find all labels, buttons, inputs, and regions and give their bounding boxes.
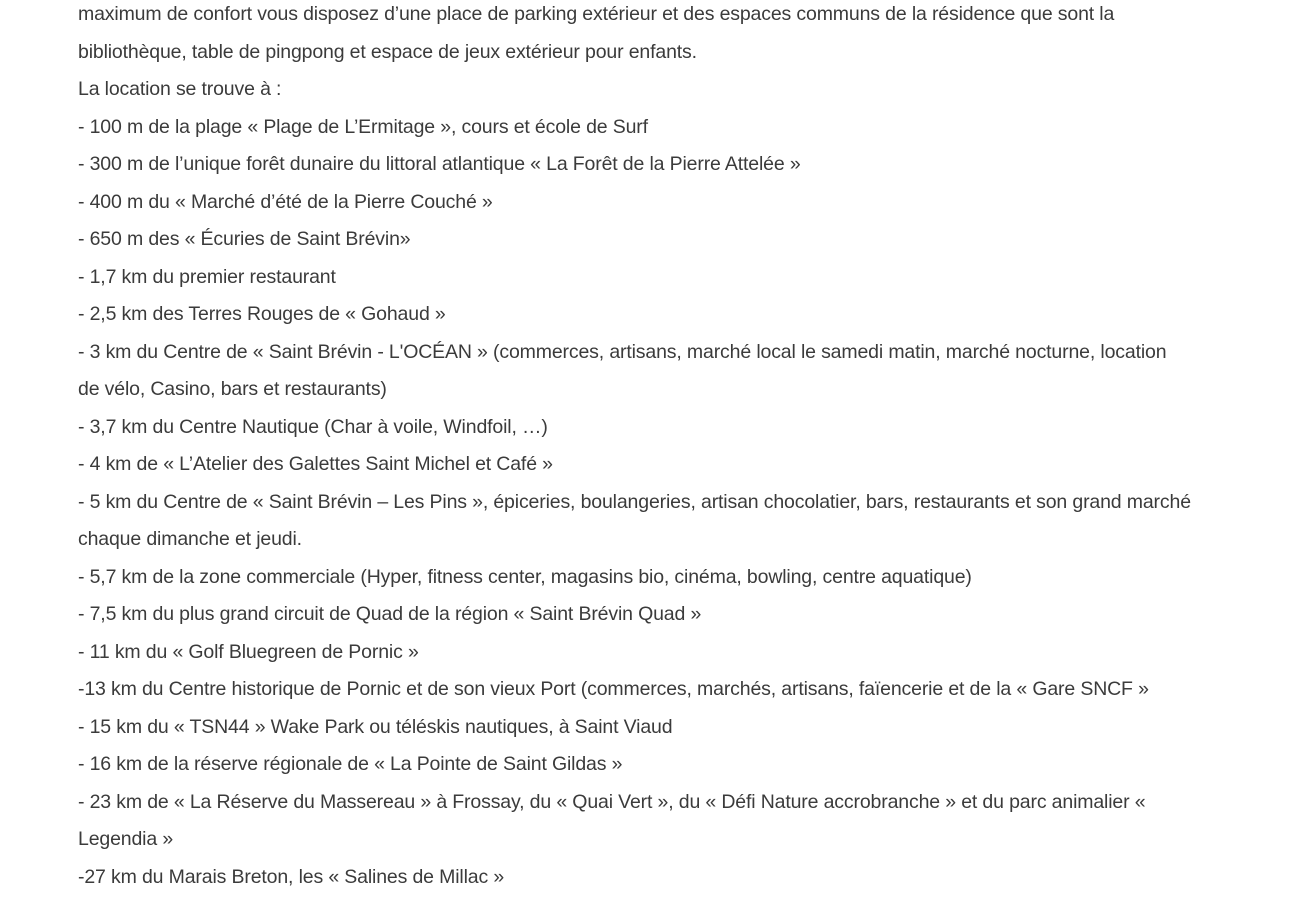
distance-item	[78, 559, 1238, 597]
distance-item	[78, 484, 1238, 559]
distance-item	[78, 859, 1238, 897]
distance-item	[78, 184, 1238, 222]
distance-item-line: - 23 km de « La Réserve du Massereau » à Frossay, du « Quai Vert », du « Défi Nature accrobranche » et du parc animalier «	[78, 790, 1146, 813]
distance-item	[78, 671, 1238, 709]
distance-item-line: - 1,7 km du premier restaurant	[78, 265, 336, 288]
distance-item-line: - 7,5 km du plus grand circuit de Quad de la région « Saint Brévin Quad »	[78, 603, 702, 625]
distance-item-line: - 300 m de l’unique forêt dunaire du littoral atlantique « La Forêt de la Pierre Attelée »	[78, 153, 801, 175]
distance-item	[78, 409, 1238, 447]
distance-item-line: - 15 km du « TSN44 » Wake Park ou téléskis nautiques, à Saint Viaud	[78, 715, 673, 738]
intro-paragraph-line: bibliothèque, table de pingpong et espace de jeux extérieur pour enfants.	[78, 40, 697, 63]
distance-item-line: de vélo, Casino, bars et restaurants)	[78, 378, 387, 400]
distance-item	[78, 259, 1238, 297]
list-intro	[78, 71, 1238, 109]
intro-paragraph	[78, 0, 1238, 71]
distance-item-line: Legendia »	[78, 828, 174, 850]
distance-item	[78, 146, 1238, 184]
distance-item-line: - 4 km de « L’Atelier des Galettes Saint Michel et Café »	[78, 453, 553, 475]
distance-item	[78, 634, 1238, 672]
distance-item-line: - 16 km de la réserve régionale de « La Pointe de Saint Gildas »	[78, 753, 623, 775]
intro-paragraph-line: maximum de confort vous disposez d’une place de parking extérieur et des espaces communs de la résidence que sont la	[78, 3, 1115, 25]
distance-item	[78, 334, 1238, 409]
distance-item-line: - 100 m de la plage « Plage de L’Ermitage », cours et école de Surf	[78, 115, 648, 138]
distance-list	[78, 109, 1238, 897]
distance-item	[78, 709, 1238, 747]
distance-item-line: - 5 km du Centre de « Saint Brévin – Les Pins », épiceries, boulangeries, artisan chocolatier, bars, restaurants et son grand marché	[78, 490, 1191, 513]
distance-item	[78, 596, 1238, 634]
distance-item-line: -13 km du Centre historique de Pornic et de son vieux Port (commerces, marchés, artisans, faïencerie et de la « Gare SNCF »	[78, 678, 1149, 700]
distance-item-line: - 11 km du « Golf Bluegreen de Pornic »	[78, 640, 419, 663]
distance-item-line: - 650 m des « Écuries de Saint Brévin»	[78, 228, 411, 250]
distance-item-line: - 5,7 km de la zone commerciale (Hyper, fitness center, magasins bio, cinéma, bowling, centre aquatique)	[78, 565, 972, 588]
distance-item-line: - 3 km du Centre de « Saint Brévin - L'OCÉAN » (commerces, artisans, marché local le samedi matin, marché nocturne, location	[78, 340, 1167, 363]
distance-item	[78, 109, 1238, 147]
distance-item	[78, 296, 1238, 334]
document-page	[78, 0, 1238, 896]
distance-item	[78, 446, 1238, 484]
distance-item-line: -27 km du Marais Breton, les « Salines de Millac »	[78, 865, 505, 888]
distance-item-line: - 2,5 km des Terres Rouges de « Gohaud »	[78, 303, 446, 325]
distance-item	[78, 221, 1238, 259]
distance-item	[78, 784, 1238, 859]
list-intro-line: La location se trouve à :	[78, 78, 282, 100]
distance-item-line: chaque dimanche et jeudi.	[78, 528, 302, 550]
distance-item-line: - 3,7 km du Centre Nautique (Char à voile, Windfoil, …)	[78, 415, 548, 438]
distance-item-line: - 400 m du « Marché d’été de la Pierre Couché »	[78, 190, 493, 213]
distance-item	[78, 746, 1238, 784]
